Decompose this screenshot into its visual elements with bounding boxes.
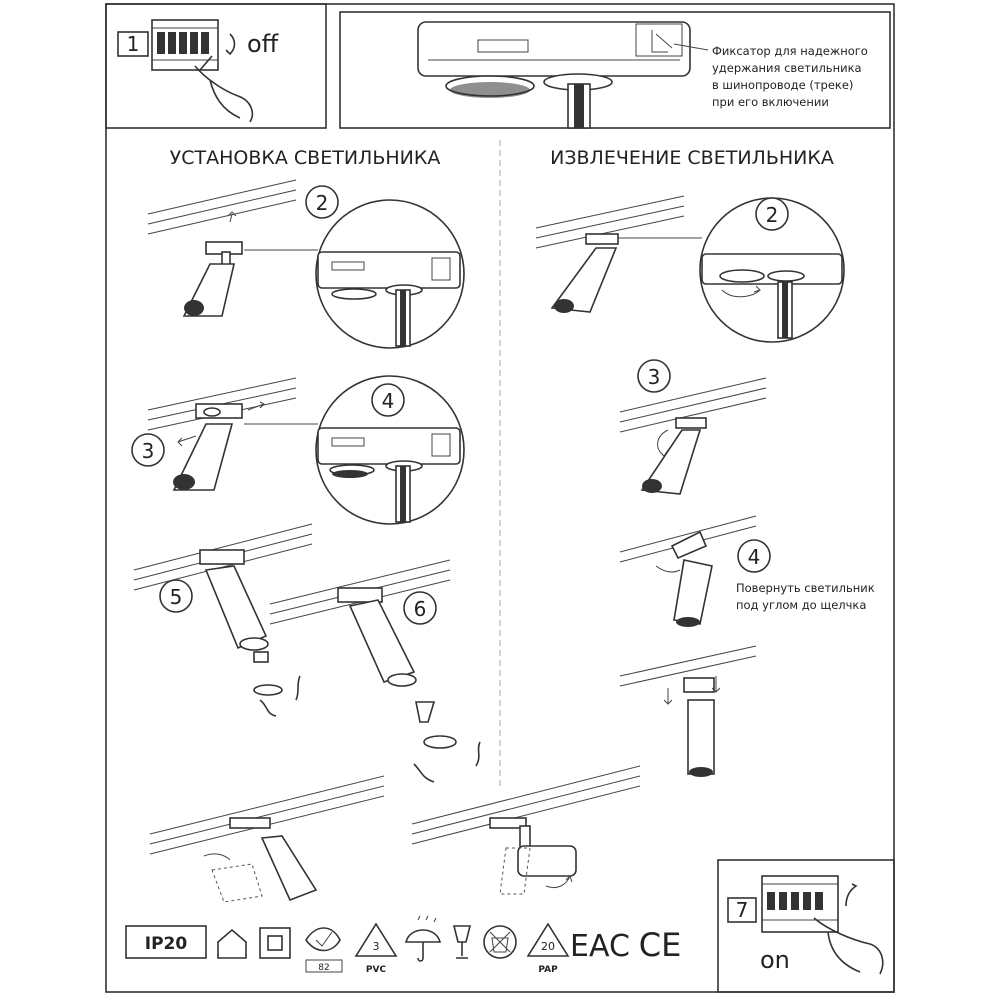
indoor-use-icon — [218, 930, 246, 958]
keep-dry-umbrella-icon — [406, 916, 440, 961]
track-rail — [148, 180, 296, 234]
rotate-arrow-icon — [204, 854, 230, 860]
markings-row — [126, 916, 681, 975]
mounted-view-left — [150, 776, 384, 902]
no-household-waste-icon — [484, 926, 516, 958]
step-number: 2 — [315, 191, 329, 215]
spotlight-illustration — [184, 242, 242, 316]
rotate-arrow-icon — [226, 34, 235, 54]
recycle-pap-icon — [528, 924, 568, 975]
install-step-3 — [132, 378, 296, 490]
lock-line-3: в шинопроводе (треке) — [712, 78, 854, 92]
spotlight-illustration — [642, 418, 706, 494]
spotlight-illustration — [684, 678, 714, 777]
power-on-label: on — [760, 946, 790, 974]
adapter-detail-illustration — [418, 22, 690, 128]
remove-step-4 — [620, 516, 875, 627]
lock-description — [712, 44, 868, 109]
lock-line-2: удержания светильника — [712, 61, 862, 75]
power-off-panel — [106, 4, 326, 128]
install-section-title: УСТАНОВКА СВЕТИЛЬНИКА — [169, 147, 441, 169]
ring-and-hand-icons — [414, 736, 480, 782]
power-on-panel — [718, 860, 894, 992]
spotlight-illustration — [173, 404, 242, 490]
step-1-number: 1 — [126, 32, 140, 56]
arrow-left-icon — [178, 436, 196, 446]
recycle-pap-label: PAP — [538, 965, 558, 975]
eac-flammability-icon — [306, 928, 342, 973]
recycle-pap-number: 20 — [541, 940, 555, 953]
lock-line-4: при его включении — [712, 95, 829, 109]
remove-section-title: ИЗВЛЕЧЕНИЕ СВЕТИЛЬНИКА — [550, 147, 834, 169]
step-number: 6 — [413, 597, 427, 621]
hand-icon — [814, 918, 883, 974]
spotlight-illustration — [672, 532, 712, 627]
install-step-6 — [270, 560, 480, 782]
step-number: 4 — [381, 389, 395, 413]
arrow-up-icon — [228, 212, 236, 222]
rotate-arrow-icon — [658, 430, 668, 456]
ip-rating-label: IP20 — [144, 934, 188, 954]
remove-step-2 — [536, 196, 844, 342]
double-insulation-icon — [260, 928, 290, 958]
remove-step-3 — [620, 360, 766, 494]
remove-pull-down — [620, 646, 756, 777]
rotate-arrow-icon — [546, 876, 572, 888]
recycle-pvc-label: PVC — [365, 965, 387, 975]
recycle-pvc-number: 3 — [372, 940, 380, 953]
fragile-glass-icon — [454, 926, 470, 958]
power-off-label: off — [247, 30, 279, 58]
lock-info-panel — [340, 12, 890, 128]
hand-icon — [195, 56, 252, 122]
step-number: 4 — [747, 545, 761, 569]
rotate-arrow-icon — [656, 566, 680, 572]
arrow-right-icon — [248, 402, 264, 410]
recycle-pvc-icon — [356, 924, 396, 975]
ring-and-hand-icons — [254, 676, 300, 716]
remove-note-line-2: под углом до щелчка — [736, 598, 867, 612]
step-number: 3 — [647, 365, 661, 389]
spotlight-illustration — [200, 550, 268, 662]
symbol-82-label: 82 — [318, 963, 330, 973]
eac-mark: EAC — [570, 929, 630, 964]
ce-mark: CE — [638, 926, 682, 964]
rotate-arrow-icon — [846, 884, 856, 906]
lock-line-1: Фиксатор для надежного — [712, 44, 868, 58]
spotlight-illustration — [552, 234, 618, 313]
step-number: 3 — [141, 439, 155, 463]
step-7-number: 7 — [735, 898, 749, 922]
install-step-4 — [244, 376, 464, 524]
mounted-view-right — [412, 766, 640, 894]
install-step-2 — [148, 180, 464, 348]
breaker-block-icon — [152, 20, 218, 70]
zoom-detail-illustration — [316, 200, 464, 348]
breaker-block-icon — [762, 876, 838, 932]
remove-note-line-1: Повернуть светильник — [736, 581, 875, 595]
step-number: 2 — [765, 203, 779, 227]
step-number: 5 — [169, 585, 183, 609]
